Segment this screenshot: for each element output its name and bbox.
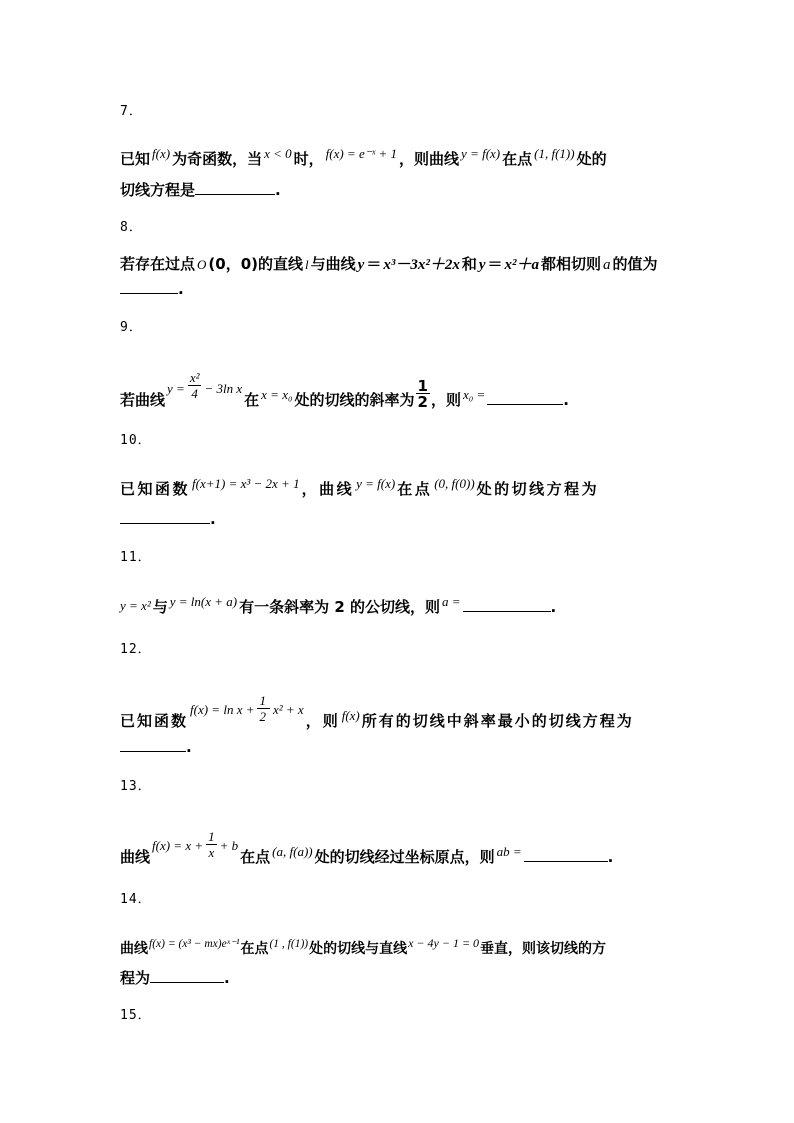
answer-blank[interactable]: [524, 847, 608, 862]
problem-number: 9．: [120, 320, 143, 335]
problem-9-line-1: 若曲线y = $\frac{\text{x²}}{4}$ − 3ln x在 x = x₀ 处的切线的斜率为 $\frac{1}{2}$ ，则 x₀ = .: [120, 370, 569, 411]
problem-number: 7．: [120, 104, 143, 119]
problem-number: 14．: [120, 892, 152, 907]
problem-8-line-2: .: [120, 279, 680, 298]
problem-14-line-2: 程为 .: [120, 969, 230, 987]
answer-blank[interactable]: [487, 390, 563, 405]
problem-number: 15．: [120, 1008, 152, 1023]
problem-14-line-1: 曲线$^{f(x) = (x^3 - mx)eˣ^{-1}}$在点$^{(1 , f(1))}$处的切线与直线x − 4y − 1 = 0垂直，则该切线的方: [120, 936, 607, 957]
answer-blank[interactable]: [120, 509, 210, 524]
answer-blank[interactable]: [150, 968, 224, 983]
answer-blank[interactable]: [120, 737, 186, 752]
problem-7-line-2: 切线方程是 .: [120, 181, 281, 199]
problem-number: 10．: [120, 433, 152, 448]
problem-12-line-1: 已知函数f(x) = ln x + $\frac{1}{2}$ x² + x，则 f(x) 所有的切线中斜率最小的切线方程为: [120, 693, 634, 730]
problem-10-line-1: 已知函数 f(x+1) = x³ − 2x + 1 ，曲线 y = f(x) 在点 (0, f(0)) 处的切线方程为: [120, 476, 600, 498]
answer-blank[interactable]: [195, 180, 275, 195]
problem-8-line-1: 若存在过点 O (0，0)的直线 l 与曲线 y ＝ x³－3x²＋2x 和 y ＝ x²＋a 都相切则 a 的值为: [120, 255, 658, 273]
answer-blank[interactable]: [463, 597, 551, 612]
problem-12-line-2: .: [120, 737, 680, 756]
fraction: $\frac{\text{x²}}{4}$: [189, 370, 200, 401]
answer-blank[interactable]: [120, 279, 178, 294]
fraction: $\frac{1}{2}$: [259, 693, 268, 724]
problem-number: 13．: [120, 779, 152, 794]
problem-10-line-2: .: [120, 509, 680, 528]
problem-13-line-1: 曲线f(x) = x + $\frac{1}{x}$ + b在点 (a, f(a)) 处的切线经过坐标原点，则 ab = .: [120, 829, 614, 866]
fraction: $\frac{1}{x}$: [208, 829, 215, 860]
problem-number: 8．: [120, 220, 143, 235]
problem-number: 12．: [120, 642, 152, 657]
problem-11-line-1: y = x² 与 y = ln(x + a) 有一条斜率为 2 的公切线，则 a = .: [120, 594, 557, 616]
fraction: $\frac{1}{2}$: [417, 377, 428, 411]
problem-number: 11．: [120, 550, 152, 565]
problem-7-line-1: 已知 f(x) 为奇函数，当 x < 0 时， f(x) = e⁻ˣ + 1 ，则曲线 y = f(x) 在点 (1, f(1)) 处的: [120, 146, 607, 168]
